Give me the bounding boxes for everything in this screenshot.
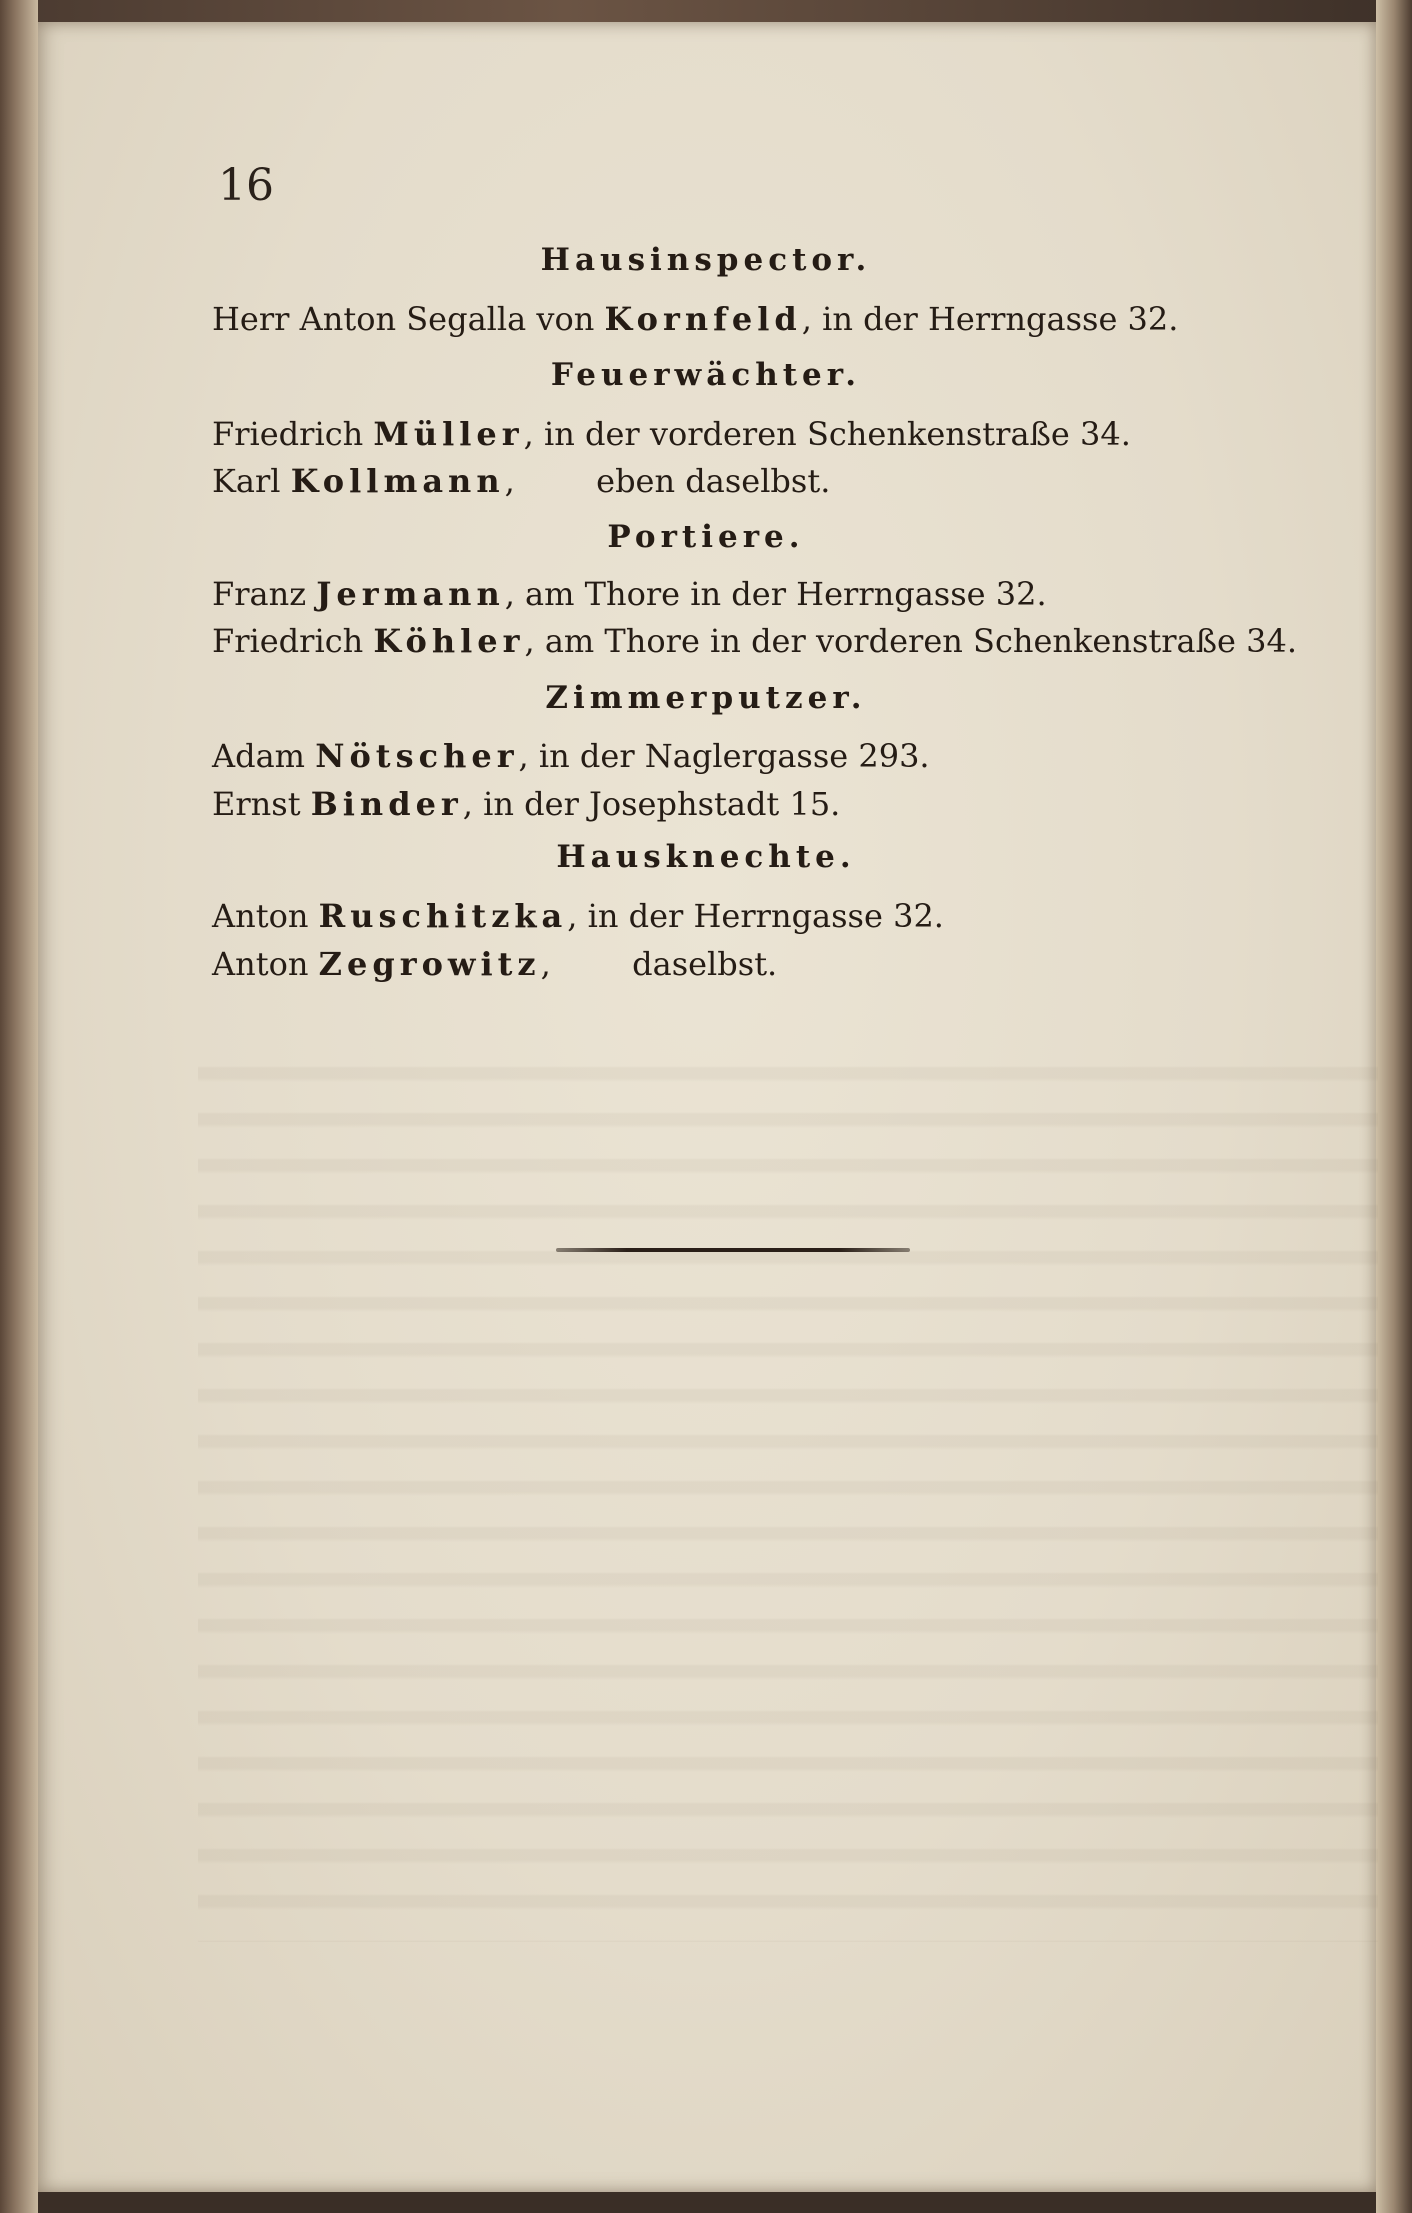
entry-name: Köhler	[373, 622, 525, 660]
entry-prefix: Friedrich	[212, 622, 374, 660]
entry-prefix: Anton	[212, 945, 319, 983]
entry-prefix: Adam	[212, 737, 316, 775]
entry-prefix: Franz	[212, 575, 317, 613]
entry-prefix: Herr Anton Segalla von	[212, 300, 605, 338]
entry-name: Ruschitzka	[318, 897, 568, 935]
section-heading-hausinspector: Hausinspector.	[540, 242, 872, 278]
entry-rest: , in der Herrngasse 32.	[567, 897, 944, 935]
entry-line	[212, 575, 1047, 613]
entry-name: Müller	[373, 415, 524, 453]
entry-line	[212, 785, 841, 823]
section-heading-hausknechte: Hausknechte.	[556, 839, 856, 875]
entry-rest: , in der Naglergasse 293.	[518, 737, 930, 775]
book-page	[38, 22, 1376, 2192]
entry-name: Kollmann	[290, 462, 505, 500]
end-rule	[556, 1248, 910, 1252]
entry-line	[212, 945, 778, 983]
entry-rest: , in der Josephstadt 15.	[462, 785, 841, 823]
book-binding	[0, 0, 1412, 22]
entry-rest: , in der vorderen Schenkenstraße 34.	[523, 415, 1131, 453]
entry-line	[212, 462, 831, 500]
entry-rest: , eben daselbst.	[504, 462, 831, 500]
entry-line	[212, 300, 1179, 338]
entry-prefix: Anton	[212, 897, 319, 935]
entry-line	[212, 415, 1131, 453]
entry-prefix: Karl	[212, 462, 291, 500]
section-heading-portiere: Portiere.	[607, 519, 805, 555]
entry-prefix: Friedrich	[212, 415, 374, 453]
entry-rest: , am Thore in der vorderen Schenkenstraße 34.	[524, 622, 1297, 660]
entry-line	[212, 897, 944, 935]
section-heading-zimmerputzer: Zimmerputzer.	[545, 680, 867, 716]
entry-name: Kornfeld	[604, 300, 802, 338]
show-through-text	[198, 1042, 1378, 1942]
entry-line	[212, 737, 930, 775]
page-edge-right	[1376, 0, 1412, 2213]
page-number: 16	[218, 160, 274, 211]
entry-line	[212, 622, 1297, 660]
entry-name: Zegrowitz	[318, 945, 541, 983]
entry-rest: , am Thore in der Herrngasse 32.	[504, 575, 1047, 613]
page-gutter-left	[0, 0, 38, 2213]
entry-prefix: Ernst	[212, 785, 311, 823]
entry-name: Binder	[310, 785, 463, 823]
entry-name: Nötscher	[315, 737, 519, 775]
entry-name: Jermann	[316, 575, 505, 613]
section-heading-feuerwaechter: Feuerwächter.	[550, 357, 862, 393]
entry-rest: , daselbst.	[540, 945, 778, 983]
entry-rest: , in der Herrngasse 32.	[801, 300, 1179, 338]
